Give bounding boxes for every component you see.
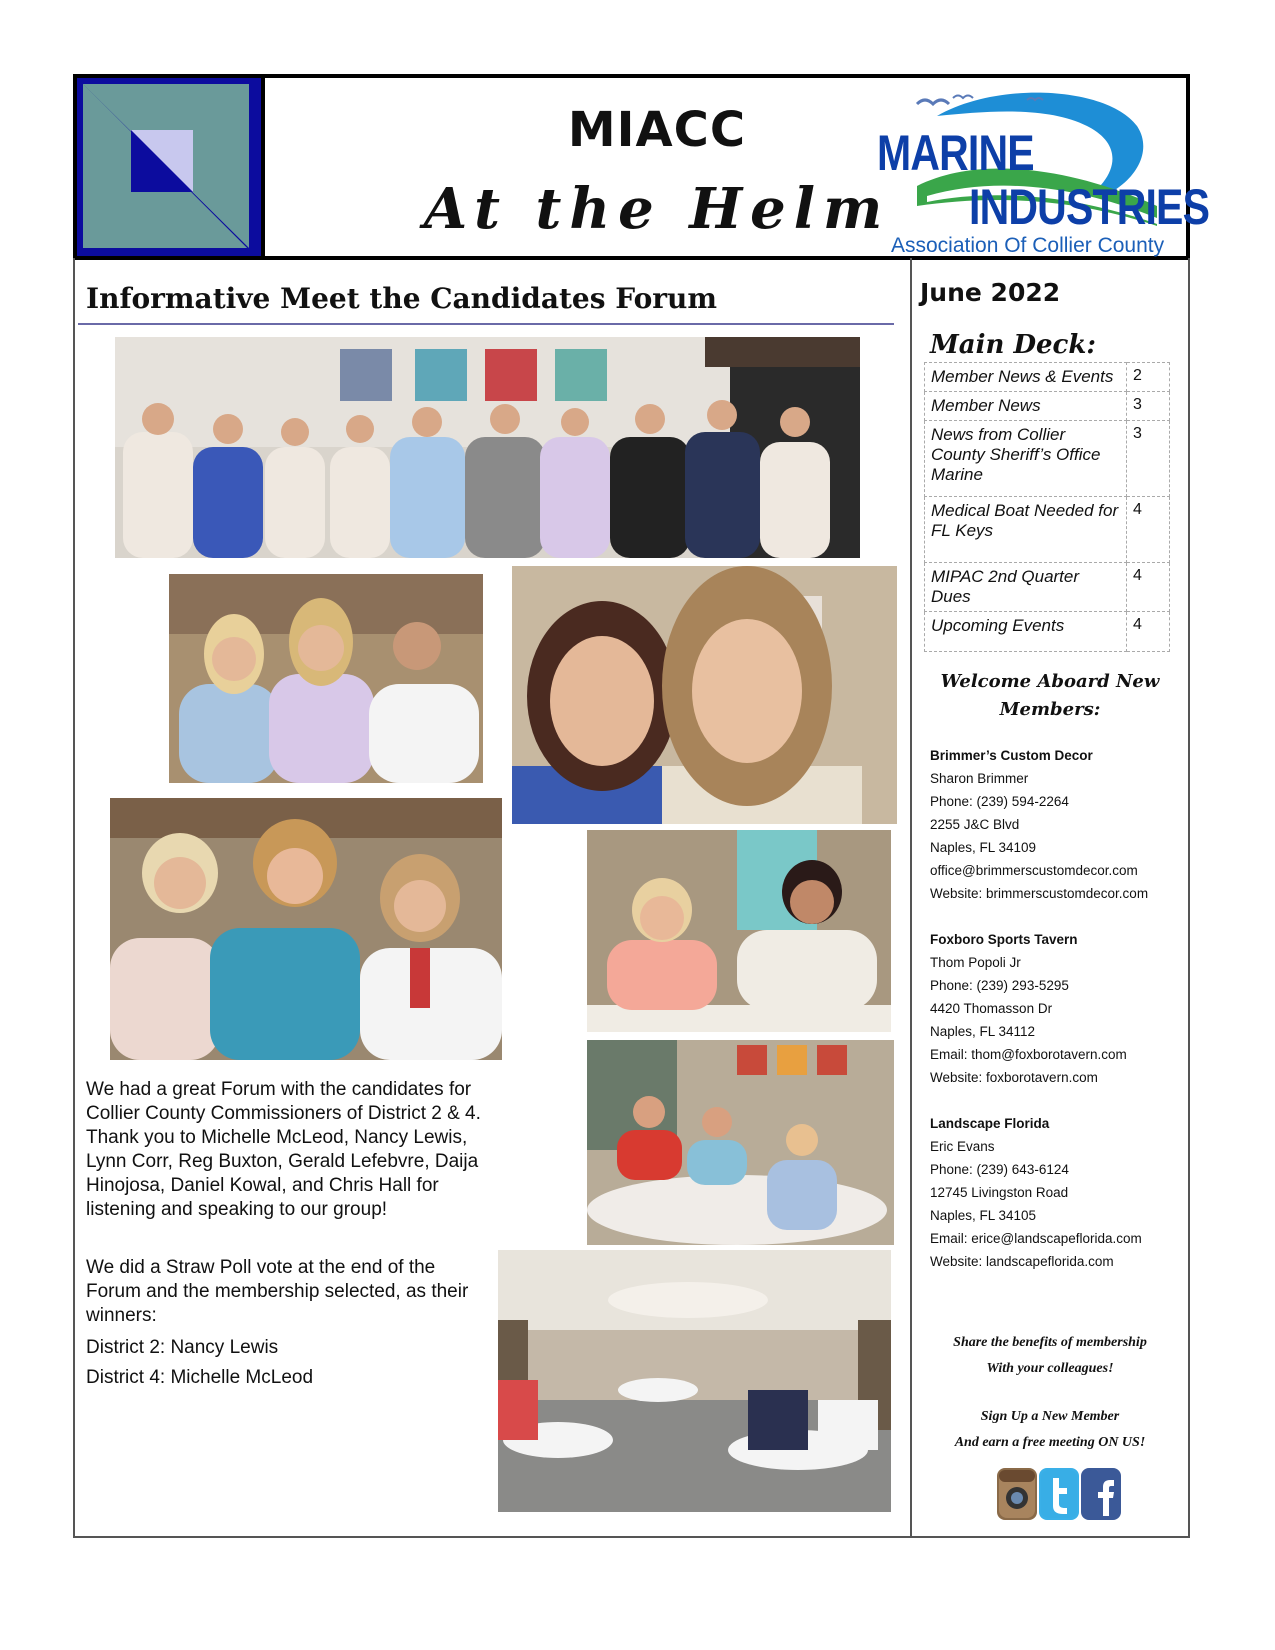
toc-label: MIPAC 2nd Quarter Dues xyxy=(925,563,1127,612)
photo-two-women xyxy=(512,566,897,824)
winner-district-2: District 2: Nancy Lewis xyxy=(86,1337,279,1358)
member-phone: Phone: (239) 594-2264 xyxy=(930,794,1069,809)
toc-heading: Main Deck: xyxy=(930,330,1096,360)
member-contact: Thom Popoli Jr xyxy=(930,955,1021,970)
toc-label: Upcoming Events xyxy=(925,612,1127,652)
article-paragraph: We did a Straw Poll vote at the end of the Forum and the membership selected, as their winners: xyxy=(86,1257,469,1326)
brand-word-industries: INDUSTRIES xyxy=(969,179,1210,235)
toc-label: News from Collier County Sheriff’s Office Marine xyxy=(925,421,1127,497)
member-street: 4420 Thomasson Dr xyxy=(930,1001,1053,1016)
photo-table-guests xyxy=(587,830,891,1032)
toc-row[interactable] xyxy=(925,563,1170,612)
social-links xyxy=(997,1468,1121,1524)
toc-row[interactable] xyxy=(925,363,1170,392)
masthead xyxy=(73,74,1210,260)
member-phone: Phone: (239) 643-6124 xyxy=(930,1162,1069,1177)
member-street: 2255 J&C Blvd xyxy=(930,817,1020,832)
promo-line: With your colleagues! xyxy=(986,1361,1114,1376)
photo-event-room xyxy=(498,1250,891,1512)
member-contact: Sharon Brimmer xyxy=(930,771,1029,786)
article-paragraph: We had a great Forum with the candidates for Collier County Commissioners of District 2 & 4. Thank you to Michelle McLeod, Nancy Lewis, Lynn Corr, Reg Buxton, Gerald Lefebvre, Daija Hinojosa, Daniel Kowal, and Chris Hall for listening and speaking to our group! xyxy=(86,1079,481,1220)
toc-label: Medical Boat Needed for FL Keys xyxy=(925,497,1127,563)
member-name: Foxboro Sports Tavern xyxy=(930,932,1078,947)
brand-word-marine: MARINE xyxy=(877,125,1034,181)
toc-row[interactable] xyxy=(925,421,1170,497)
promo-line: Sign Up a New Member xyxy=(980,1409,1120,1424)
photo-three-people xyxy=(169,574,483,783)
membership-promo xyxy=(930,1330,1170,1456)
column-divider xyxy=(910,258,912,1538)
logo-emblem xyxy=(77,78,265,256)
toc-page: 3 xyxy=(1127,421,1170,497)
member-email: Email: thom@foxborotavern.com xyxy=(930,1047,1127,1062)
toc-page: 3 xyxy=(1127,392,1170,421)
member-entry xyxy=(930,1112,1180,1273)
title-rule xyxy=(78,323,894,325)
facebook-icon[interactable] xyxy=(1081,1468,1121,1520)
member-email: Email: erice@landscapeflorida.com xyxy=(930,1231,1142,1246)
marine-industries-logo xyxy=(877,86,1210,257)
member-street: 12745 Livingston Road xyxy=(930,1185,1069,1200)
member-city: Naples, FL 34105 xyxy=(930,1208,1037,1223)
toc-page: 4 xyxy=(1127,563,1170,612)
photo-group-candidates xyxy=(115,337,860,558)
member-city: Naples, FL 34109 xyxy=(930,840,1037,855)
toc-row[interactable] xyxy=(925,612,1170,652)
photo-round-table xyxy=(587,1040,894,1245)
twitter-icon[interactable] xyxy=(1039,1468,1079,1520)
brand-tagline: Association Of Collier County xyxy=(891,234,1165,257)
newsletter-title: At the Helm xyxy=(423,176,891,242)
toc-label: Member News & Events xyxy=(925,363,1127,392)
promo-line: And earn a free meeting ON US! xyxy=(954,1435,1146,1450)
toc-row[interactable] xyxy=(925,392,1170,421)
member-name: Brimmer’s Custom Decor xyxy=(930,748,1093,763)
table-of-contents xyxy=(924,362,1170,652)
member-website: Website: foxborotavern.com xyxy=(930,1070,1098,1085)
member-name: Landscape Florida xyxy=(930,1116,1050,1131)
article-title: Informative Meet the Candidates Forum xyxy=(86,282,717,315)
winner-district-4: District 4: Michelle McLeod xyxy=(86,1367,314,1388)
welcome-heading: Welcome Aboard New Members: xyxy=(940,671,1160,720)
toc-page: 2 xyxy=(1127,363,1170,392)
issue-date: June 2022 xyxy=(920,278,1061,307)
member-email: office@brimmerscustomdecor.com xyxy=(930,863,1138,878)
member-entry xyxy=(930,928,1180,1089)
newsletter-org: MIACC xyxy=(567,102,747,158)
member-city: Naples, FL 34112 xyxy=(930,1024,1036,1039)
toc-page: 4 xyxy=(1127,612,1170,652)
new-members-list xyxy=(930,744,1180,1296)
toc-row[interactable] xyxy=(925,497,1170,563)
article-body xyxy=(86,1078,486,1390)
member-phone: Phone: (239) 293-5295 xyxy=(930,978,1069,993)
member-entry xyxy=(930,744,1180,905)
toc-page: 4 xyxy=(1127,497,1170,563)
member-website: Website: brimmerscustomdecor.com xyxy=(930,886,1149,901)
toc-label: Member News xyxy=(925,392,1127,421)
photo-three-women xyxy=(110,798,502,1060)
member-contact: Eric Evans xyxy=(930,1139,995,1154)
promo-line: Share the benefits of membership xyxy=(953,1335,1147,1350)
instagram-icon[interactable] xyxy=(997,1468,1037,1520)
member-website: Website: landscapeflorida.com xyxy=(930,1254,1114,1269)
